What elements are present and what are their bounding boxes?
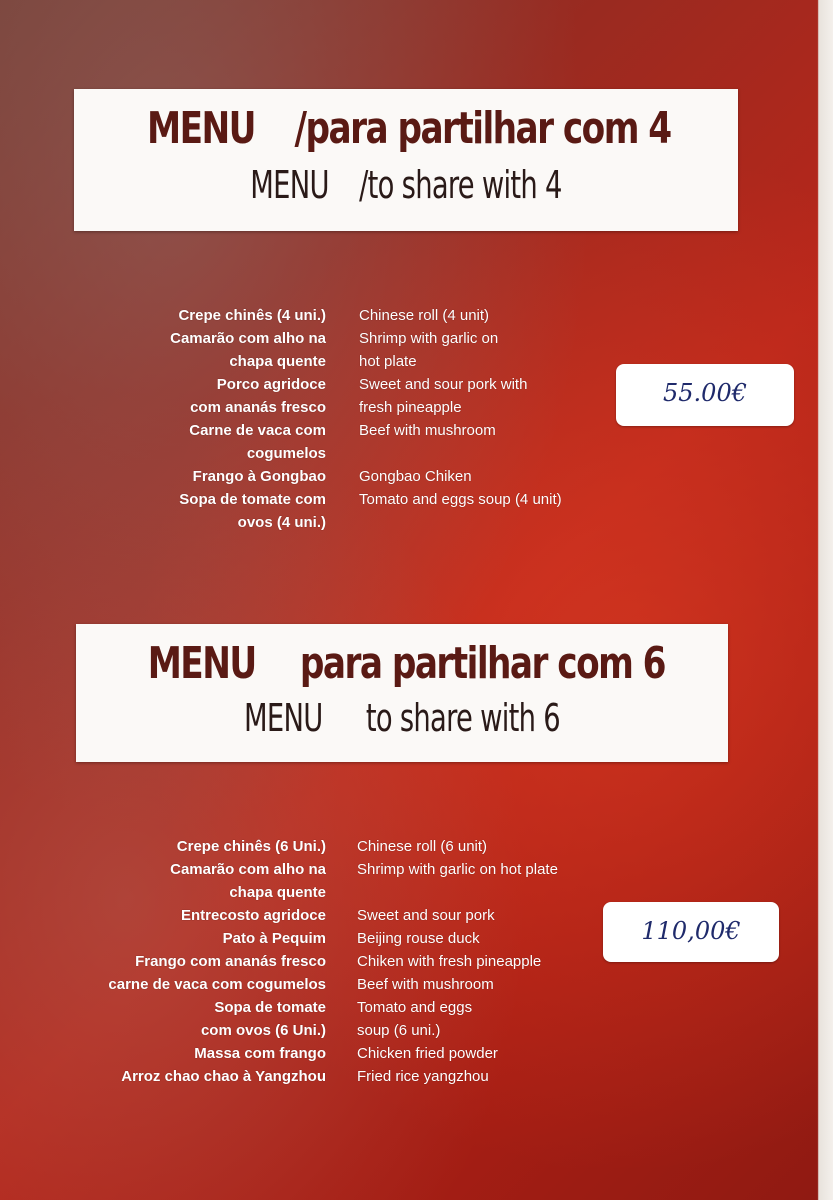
menu-4-title-en-b: /to share with 4 [359, 163, 562, 207]
menu-item-en: Chiken with fresh pineapple [357, 953, 542, 970]
menu-6-price-tag [603, 902, 779, 962]
menu-item-pt: Sopa de tomate com [179, 491, 326, 508]
menu-item-pt: Massa com frango [194, 1045, 326, 1062]
menu-row [0, 327, 700, 350]
menu-row [0, 1019, 700, 1042]
menu-item-en: Chinese roll (4 unit) [359, 307, 490, 324]
menu-6-title-pt-a: MENU [147, 638, 256, 689]
menu-row [0, 304, 700, 327]
menu-row [0, 904, 700, 927]
menu-4-title-en-a: MENU [250, 163, 329, 207]
menu-6-title-pt-b: para partilhar com 6 [299, 638, 665, 689]
menu-item-en: Chinese roll (6 unit) [357, 838, 488, 855]
menu-item-pt: com ovos (6 Uni.) [200, 1022, 326, 1039]
menu-6-header [76, 624, 728, 762]
menu-4-title-pt-a: MENU [147, 103, 255, 154]
menu-item-en: Sweet and sour pork with [359, 376, 528, 393]
menu-row [0, 396, 700, 419]
menu-4-price: 55.00€ [663, 379, 747, 407]
menu-row [0, 950, 700, 973]
menu-row [0, 442, 700, 465]
menu-row [0, 488, 700, 511]
menu-row [0, 511, 700, 534]
menu-row [0, 373, 700, 396]
paper-edge [811, 0, 833, 1200]
menu-row [0, 419, 700, 442]
menu-item-en: soup (6 uni.) [357, 1022, 441, 1039]
menu-item-en: Gongbao Chiken [359, 468, 472, 485]
menu-row [0, 1042, 700, 1065]
menu-item-pt: Camarão com alho na [170, 330, 326, 347]
menu-item-en: Sweet and sour pork [357, 907, 495, 924]
menu-item-pt: cogumelos [246, 445, 326, 462]
menu-4-price-tag [616, 364, 794, 426]
menu-4-title-pt-b: /para partilhar com 4 [294, 103, 671, 154]
menu-item-en: Shrimp with garlic on hot plate [357, 861, 558, 878]
menu-item-en: hot plate [359, 353, 417, 370]
menu-4-header [74, 89, 738, 231]
menu-item-pt: Frango com ananás fresco [135, 953, 326, 970]
menu-item-en: Beijing rouse duck [357, 930, 480, 947]
menu-item-en: Shrimp with garlic on [359, 330, 499, 347]
menu-row [0, 350, 700, 373]
menu-item-pt: Crepe chinês (4 uni.) [178, 307, 326, 324]
menu-row [0, 881, 700, 904]
menu-row [0, 465, 700, 488]
menu-item-pt: chapa quente [229, 353, 326, 370]
menu-item-pt: com ananás fresco [190, 399, 326, 416]
menu-6-items [0, 835, 700, 1088]
menu-item-pt: Frango à Gongbao [192, 468, 326, 485]
menu-item-en: Beef with mushroom [357, 976, 494, 993]
menu-item-en: Tomato and eggs soup (4 unit) [359, 491, 562, 508]
menu-item-en: Tomato and eggs [357, 999, 473, 1016]
menu-6-title-en-a: MENU [244, 696, 323, 740]
menu-row [0, 858, 700, 881]
menu-6-title-en-b: to share with 6 [365, 696, 560, 740]
menu-item-pt: Pato à Pequim [222, 930, 326, 947]
menu-item-pt: Carne de vaca com [189, 422, 326, 439]
menu-6-title-en [167, 696, 636, 740]
menu-item-pt: Porco agridoce [216, 376, 326, 393]
menu-item-pt: Crepe chinês (6 Uni.) [176, 838, 326, 855]
menu-item-pt: Sopa de tomate [214, 999, 326, 1016]
menu-item-pt: Arroz chao chao à Yangzhou [121, 1068, 326, 1085]
menu-row [0, 1065, 700, 1088]
menu-row [0, 973, 700, 996]
menu-item-en: Fried rice yangzhou [357, 1068, 489, 1085]
menu-4-title-pt [147, 103, 671, 159]
menu-item-pt: chapa quente [229, 884, 326, 901]
menu-4-title-en [167, 163, 645, 207]
menu-item-en: Beef with mushroom [359, 422, 496, 439]
menu-4-items [0, 304, 700, 534]
menu-item-pt: ovos (4 uni.) [237, 514, 326, 531]
menu-item-pt: Camarão com alho na [170, 861, 326, 878]
menu-item-en: fresh pineapple [359, 399, 462, 416]
menu-row [0, 996, 700, 1019]
menu-item-en: Chicken fried powder [357, 1045, 498, 1062]
menu-row [0, 835, 700, 858]
menu-row [0, 927, 700, 950]
menu-item-pt: carne de vaca com cogumelos [108, 976, 326, 993]
menu-6-title-pt [147, 638, 665, 694]
menu-item-pt: Entrecosto agridoce [180, 907, 326, 924]
menu-6-price: 110,00€ [641, 917, 741, 945]
